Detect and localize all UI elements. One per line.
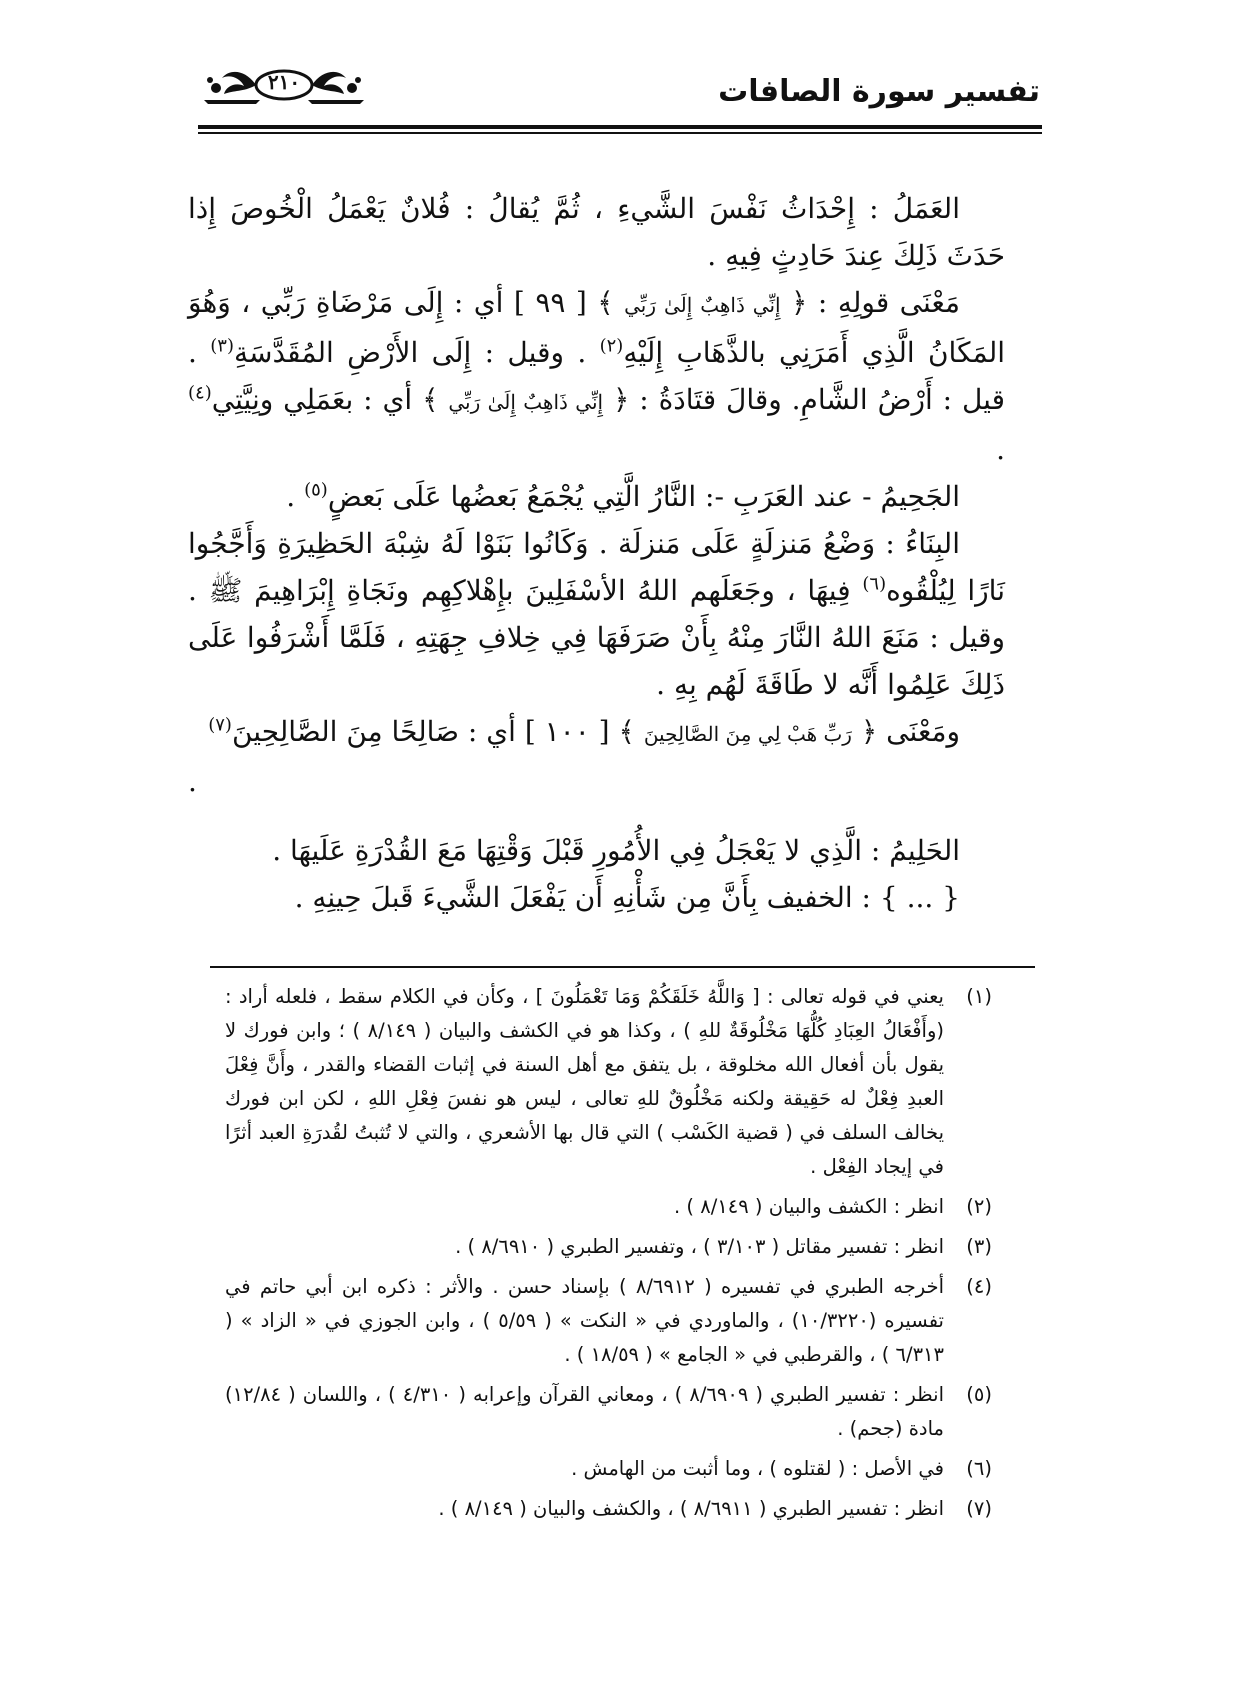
footnote-number: (٢) (966, 1195, 992, 1218)
footnote: (٣) انظر : تفسير مقاتل ( ٣/١٠٣ ) ، وتفسير الطبري ( ٨/٦٩١٠ ) . (225, 1230, 992, 1264)
footnote-ref-3[interactable]: (٣) (210, 335, 234, 357)
footnote-number: (٣) (966, 1235, 992, 1258)
header-rule-thick (198, 125, 1042, 129)
page-number-ornament (200, 60, 365, 110)
quran-verse: إِنِّي ذَاهِبٌ إِلَىٰ رَبِّي (448, 390, 604, 414)
paragraph-meaning-verse-99: مَعْنَى قولِهِ : ﴿ إِنِّي ذَاهِبٌ إِلَىٰ رَبِّي ﴾ [ ٩٩ ] أي : إِلَى مَرْضَاةِ رَبِّي ، وَهُوَ المَكَانُ الَّذِي أَمَرَنِي بالذَّهَابِ إِلَيْهِ$^{(٢)}$ . وقيل : إِلَى الأَرْضِ المُقَدَّسَةِ$^{(٣)}$ . قيل : أَرْضُ الشَّامِ. وقالَ قتَادَةُ : ﴿ إِنِّي ذَاهِبٌ إِلَىٰ رَبِّي ﴾ أي : بعَمَلِي ونِيَّتِي$^{(٤)}$ . (188, 286, 1006, 466)
footnote: (٥) انظر : تفسير الطبري ( ٨/٦٩٠٩ ) ، ومعاني القرآن وإعرابه ( ٤/٣١٠ ) ، واللسان ( ١٢/٨٤) مادة (جحم) . (225, 1378, 992, 1446)
stray-period: . (188, 765, 197, 798)
footnote-ref-5[interactable]: (٥) (304, 479, 328, 501)
footnote-ref-7[interactable]: (٧) (208, 714, 232, 736)
quran-verse: إِنِّي ذَاهِبٌ إِلَىٰ رَبِّي (624, 293, 781, 317)
footnote: (٦) في الأصل : ( لقتلوه ) ، وما أثبت من الهامش . (225, 1452, 992, 1486)
footnote-separator (210, 966, 1035, 968)
page-header (200, 60, 1040, 110)
paragraph-halim: الحَلِيمُ : الَّذِي لا يَعْجَلُ فِي الأُمُورِ قَبْلَ وَقْتِهَا مَعَ القُدْرَةِ عَلَيهَا . (272, 834, 960, 867)
footnote-ref-4[interactable]: (٤) (188, 382, 212, 404)
footnote-ref-2[interactable]: (٢) (599, 335, 624, 357)
footnote: (٢) انظر : الكشف والبيان ( ٨/١٤٩ ) . (225, 1190, 992, 1224)
footnote-ref-6[interactable]: (٦) (862, 573, 887, 595)
header-rule-thin (198, 132, 1042, 134)
paragraph-jahim: الجَحِيمُ - عند العَرَبِ -: النَّارُ الَّتِي يُجْمَعُ بَعضُها عَلَى بَعضٍ$^{(٥)}$ . (286, 479, 960, 513)
footnote: (٤) أخرجه الطبري في تفسيره ( ٨/٦٩١٢ ) بإسناد حسن . والأثر : ذكره ابن أبي حاتم في تفسيره (١٠/٣٢٢٠) ، والماوردي في « النكت » ( ٥/٥٩ ) ، وابن الجوزي في « الزاد » ( ٦/٣١٣ ) ، والقرطبي في « الجامع » ( ١٨/٥٩ ) . (225, 1270, 992, 1372)
quran-verse: رَبِّ هَبْ لِي مِنَ الصَّالِحِينَ (643, 722, 852, 746)
footnote-number: (٥) (966, 1383, 992, 1406)
paragraph-amal: العَمَلُ : إِحْدَاثُ نَفْسَ الشَّيءِ ، ثُمَّ يُقالُ : فُلانٌ يَعْمَلُ الْخُوصَ إِذا حَدَثَ ذَلِكَ عِندَ حَادِثٍ فِيهِ . (188, 192, 1005, 272)
paragraph-khafif: { ... } : الخفيف بِأَنَّ مِن شَأْنِهِ أَن يَفْعَلَ الشَّيءَ قَبلَ حِينِهِ . (294, 881, 960, 914)
page-number: ٢١٠ (267, 70, 301, 94)
footnotes (225, 980, 992, 1532)
footnote: (٧) انظر : تفسير الطبري ( ٨/٦٩١١ ) ، والكشف والبيان ( ٨/١٤٩ ) . (225, 1492, 992, 1526)
footnote-number: (١) (966, 985, 992, 1008)
footnote-number: (٤) (966, 1275, 992, 1298)
paragraph-binaa: البِنَاءُ : وَضْعُ مَنزلَةٍ عَلَى مَنزلَة . وَكَانُوا بَنَوْا لَهُ شِبْهَ الحَظِيرَةِ وَأَجَّجُوا نَارًا لِيُلْقُوه$^{(٦)}$ فِيهَا ، وجَعَلَهم اللهُ الأسْفَلِينَ بإِهْلاكِهِم ونَجَاةِ إِبْرَاهِيمَ ﷺ . وقيل : مَنَعَ اللهُ النَّارَ مِنْهُ بِأَنْ صَرَفَهَا فِي خِلافِ جِهَتِهِ ، فَلَمَّا أَشْرَفُوا عَلَى ذَلِكَ عَلِمُوا أَنَّه لا طَاقَةَ لَهُم بِهِ . (188, 527, 1005, 701)
paragraph-meaning-verse-100: ومَعْنَى ﴿ رَبِّ هَبْ لِي مِنَ الصَّالِحِينَ ﴾ [ ١٠٠ ] أي : صَالِحًا مِنَ الصَّالِحِينَ$^{(٧)}$ (208, 714, 960, 748)
main-text (188, 185, 1005, 921)
running-title: تفسير سورة الصافات (718, 74, 1040, 109)
footnote-number: (٧) (966, 1497, 992, 1520)
footnote: (١) يعني في قوله تعالى : [ وَاللَّهُ خَلَقَكُمْ وَمَا تَعْمَلُونَ ] ، وكأن في الكلام سقط ، فلعله أراد : (وأَفْعَالُ العِبَادِ كُلُّهَا مَخْلُوقَةٌ للهِ ) ، وكذا هو في الكشف والبيان ( ٨/١٤٩ ) ؛ وابن فورك لا يقول بأن أفعال الله مخلوقة ، بل يتفق مع أهل السنة في إثبات القضاء والقدر ، وأَنَّ فِعْلَ العبدِ فِعْلٌ له حَقِيقة ولكنه مَخْلُوقٌ للهِ تعالى ، ليس هو نفسَ فِعْلِ اللهِ ، لكن ابن فورك يخالف السلف في ( قضية الكَسْب ) التي قال بها الأشعري ، والتي لا تُثبتُ لقُدرَةِ العبد أثرًا في إيجاد الفِعْل . (225, 980, 992, 1184)
footnote-number: (٦) (966, 1457, 992, 1480)
